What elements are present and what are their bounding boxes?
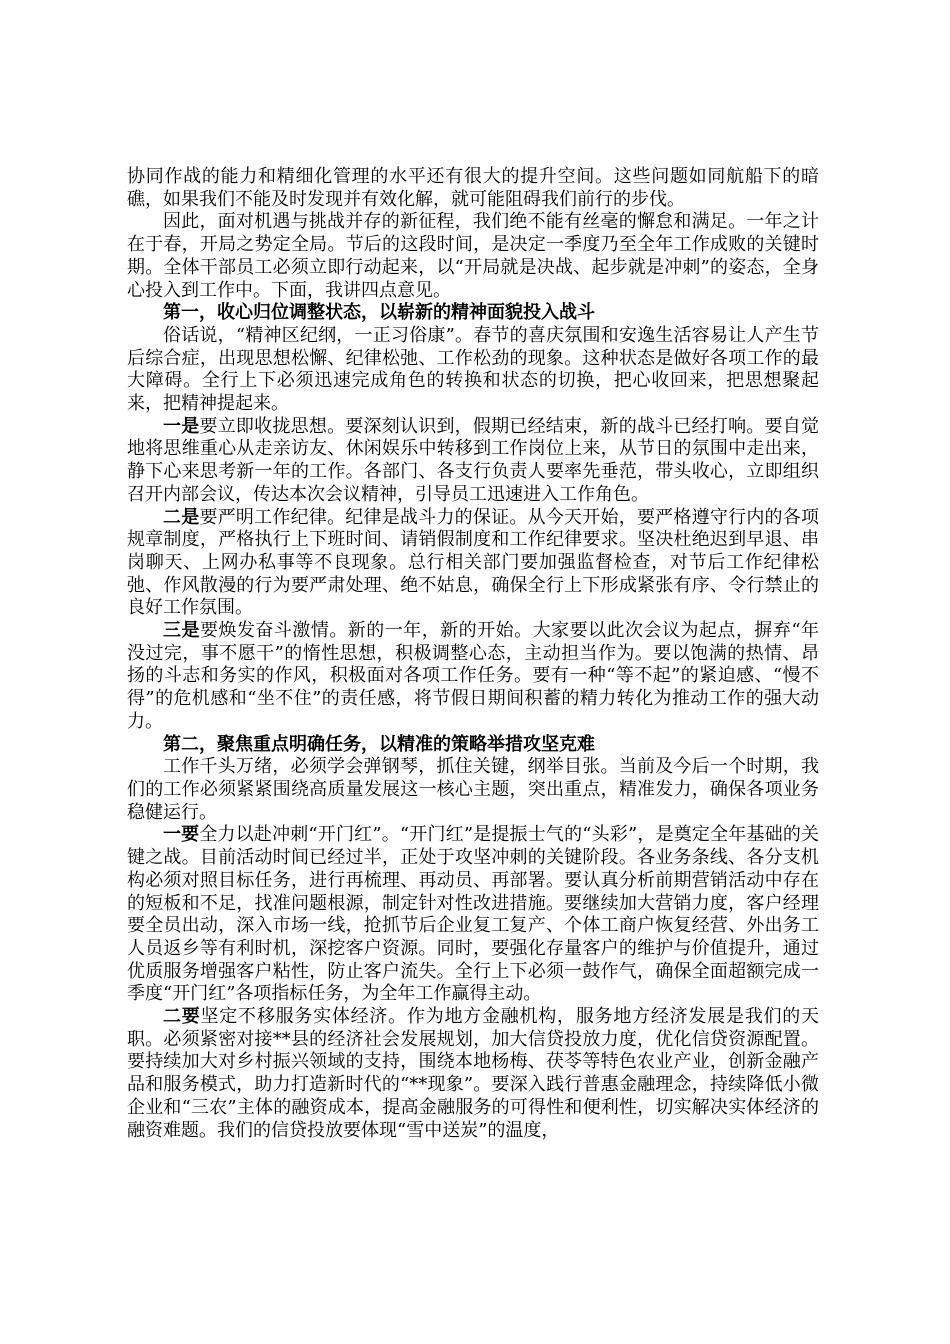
- section-heading-1: 第一，收心归位调整状态，以崭新的精神面貌投入战斗: [163, 302, 595, 324]
- paragraph-body: 因此，面对机遇与挑战并存的新征程，我们绝不能有丝毫的懈怠和满足。一年之计在于春，开局之势定全局。节后的这段时间，是决定一季度乃至全年工作成败的关键时期。全体干部员工必须立即行动起来，以“开局就是决战、起步就是冲刺”的姿态，全身心投入到工作中。下面，我讲四点意见。: [127, 211, 819, 301]
- point-text: 全力以赴冲刺“开门红”。“开门红”是提振士气的“头彩”，是奠定全年基础的关键之战。目前活动时间已经过半，正处于攻坚冲刺的关键阶段。各业务条线、各分支机构必须对照目标任务，进行再梳理、再动员、再部署。要认真分析前期营销活动中存在的短板和不足，找准问题根源，制定针对性改进措施。要继续加大营销力度，客户经理要全员出动，深入市场一线，抢抓节后企业复工复产、个体工商户恢复经营、外出务工人员返乡等有利时机，深挖客户资源。同时，要强化存量客户的维护与价值提升，通过优质服务增强客户粘性，防止客户流失。全行上下必须一鼓作气，确保全面超额完成一季度“开门红”各项指标任务，为全年工作赢得主动。: [127, 824, 819, 1005]
- paragraph-body: 工作千头万绪，必须学会弹钢琴，抓住关键，纲举目张。当前及今后一个时期，我们的工作必须紧紧围绕高质量发展这一核心主题，突出重点，精准发力，确保各项业务稳健运行。: [127, 756, 819, 823]
- point-lead: 二要: [163, 1006, 201, 1028]
- paragraph-point-1: [127, 416, 819, 507]
- point-text: 坚定不移服务实体经济。作为地方金融机构，服务地方经济发展是我们的天职。必须紧密对接**县的经济社会发展规划，加大信贷投放力度，优化信贷资源配置。要持续加大对乡村振兴领域的支持，围绕本地杨梅、茯苓等特色农业产业，创新金融产品和服务模式，助力打造新时代的“**现象”。要深入践行普惠金融理念，持续降低小微企业和“三农”主体的融资成本，提高金融服务的可得性和便利性，切实解决实体经济的融资难题。我们的信贷投放要体现“雪中送炭”的温度，: [127, 1006, 819, 1141]
- point-lead: 一是: [163, 415, 200, 437]
- point-lead: 一要: [163, 824, 200, 846]
- paragraph-point-4: [127, 824, 819, 1006]
- point-text: 要立即收拢思想。要深刻认识到，假期已经结束，新的战斗已经打响。要自觉地将思维重心从走亲访友、休闲娱乐中转移到工作岗位上来，从节日的氛围中走出来，静下心来思考新一年的工作。各部门、各支行负责人要率先垂范，带头收心，立即组织召开内部会议，传达本次会议精神，引导员工迅速进入工作角色。: [127, 415, 820, 505]
- paragraph-point-2: [127, 507, 819, 621]
- point-lead: 二是: [163, 506, 200, 528]
- paragraph-continuation: 协同作战的能力和精细化管理的水平还有很大的提升空间。这些问题如同航船下的暗礁，如果我们不能及时发现并有效化解，就可能阻碍我们前行的步伐。: [127, 166, 819, 210]
- point-lead: 三是: [163, 620, 200, 642]
- paragraph-body: 俗话说，“精神区纪纲，一正习俗康”。春节的喜庆氛围和安逸生活容易让人产生节后综合症，出现思想松懈、纪律松弛、工作松劲的现象。这种状态是做好各项工作的最大障碍。全行上下必须迅速完成角色的转换和状态的切换，把心收回来，把思想聚起来，把精神提起来。: [127, 324, 819, 415]
- document-page: [127, 166, 819, 1142]
- paragraph-point-3: [127, 620, 819, 734]
- paragraph-point-5: [127, 1006, 819, 1142]
- point-text: 要严明工作纪律。纪律是战斗力的保证。从今天开始，要严格遵守行内的各项规章制度，严格执行上下班时间、请销假制度和工作纪律要求。坚决杜绝迟到早退、串岗聊天、上网办私事等不良现象。总行相关部门要加强监督检查，对节后工作纪律松弛、作风散漫的行为要严肃处理、绝不姑息，确保全行上下形成紧张有序、令行禁止的良好工作氛围。: [127, 506, 820, 619]
- point-text: 要焕发奋斗激情。新的一年，新的开始。大家要以此次会议为起点，摒弃“年没过完，事不愿干”的惰性思想，积极调整心态，主动担当作为。要以饱满的热情、昂扬的斗志和务实的作风，积极面对各项工作任务。要有一种“等不起”的紧迫感、“慢不得”的危机感和“坐不住”的责任感，将节假日期间积蓄的精力转化为推动工作的强大动力。: [127, 620, 820, 732]
- section-heading-2: 第二，聚焦重点明确任务，以精准的策略举措攻坚克难: [163, 733, 595, 755]
